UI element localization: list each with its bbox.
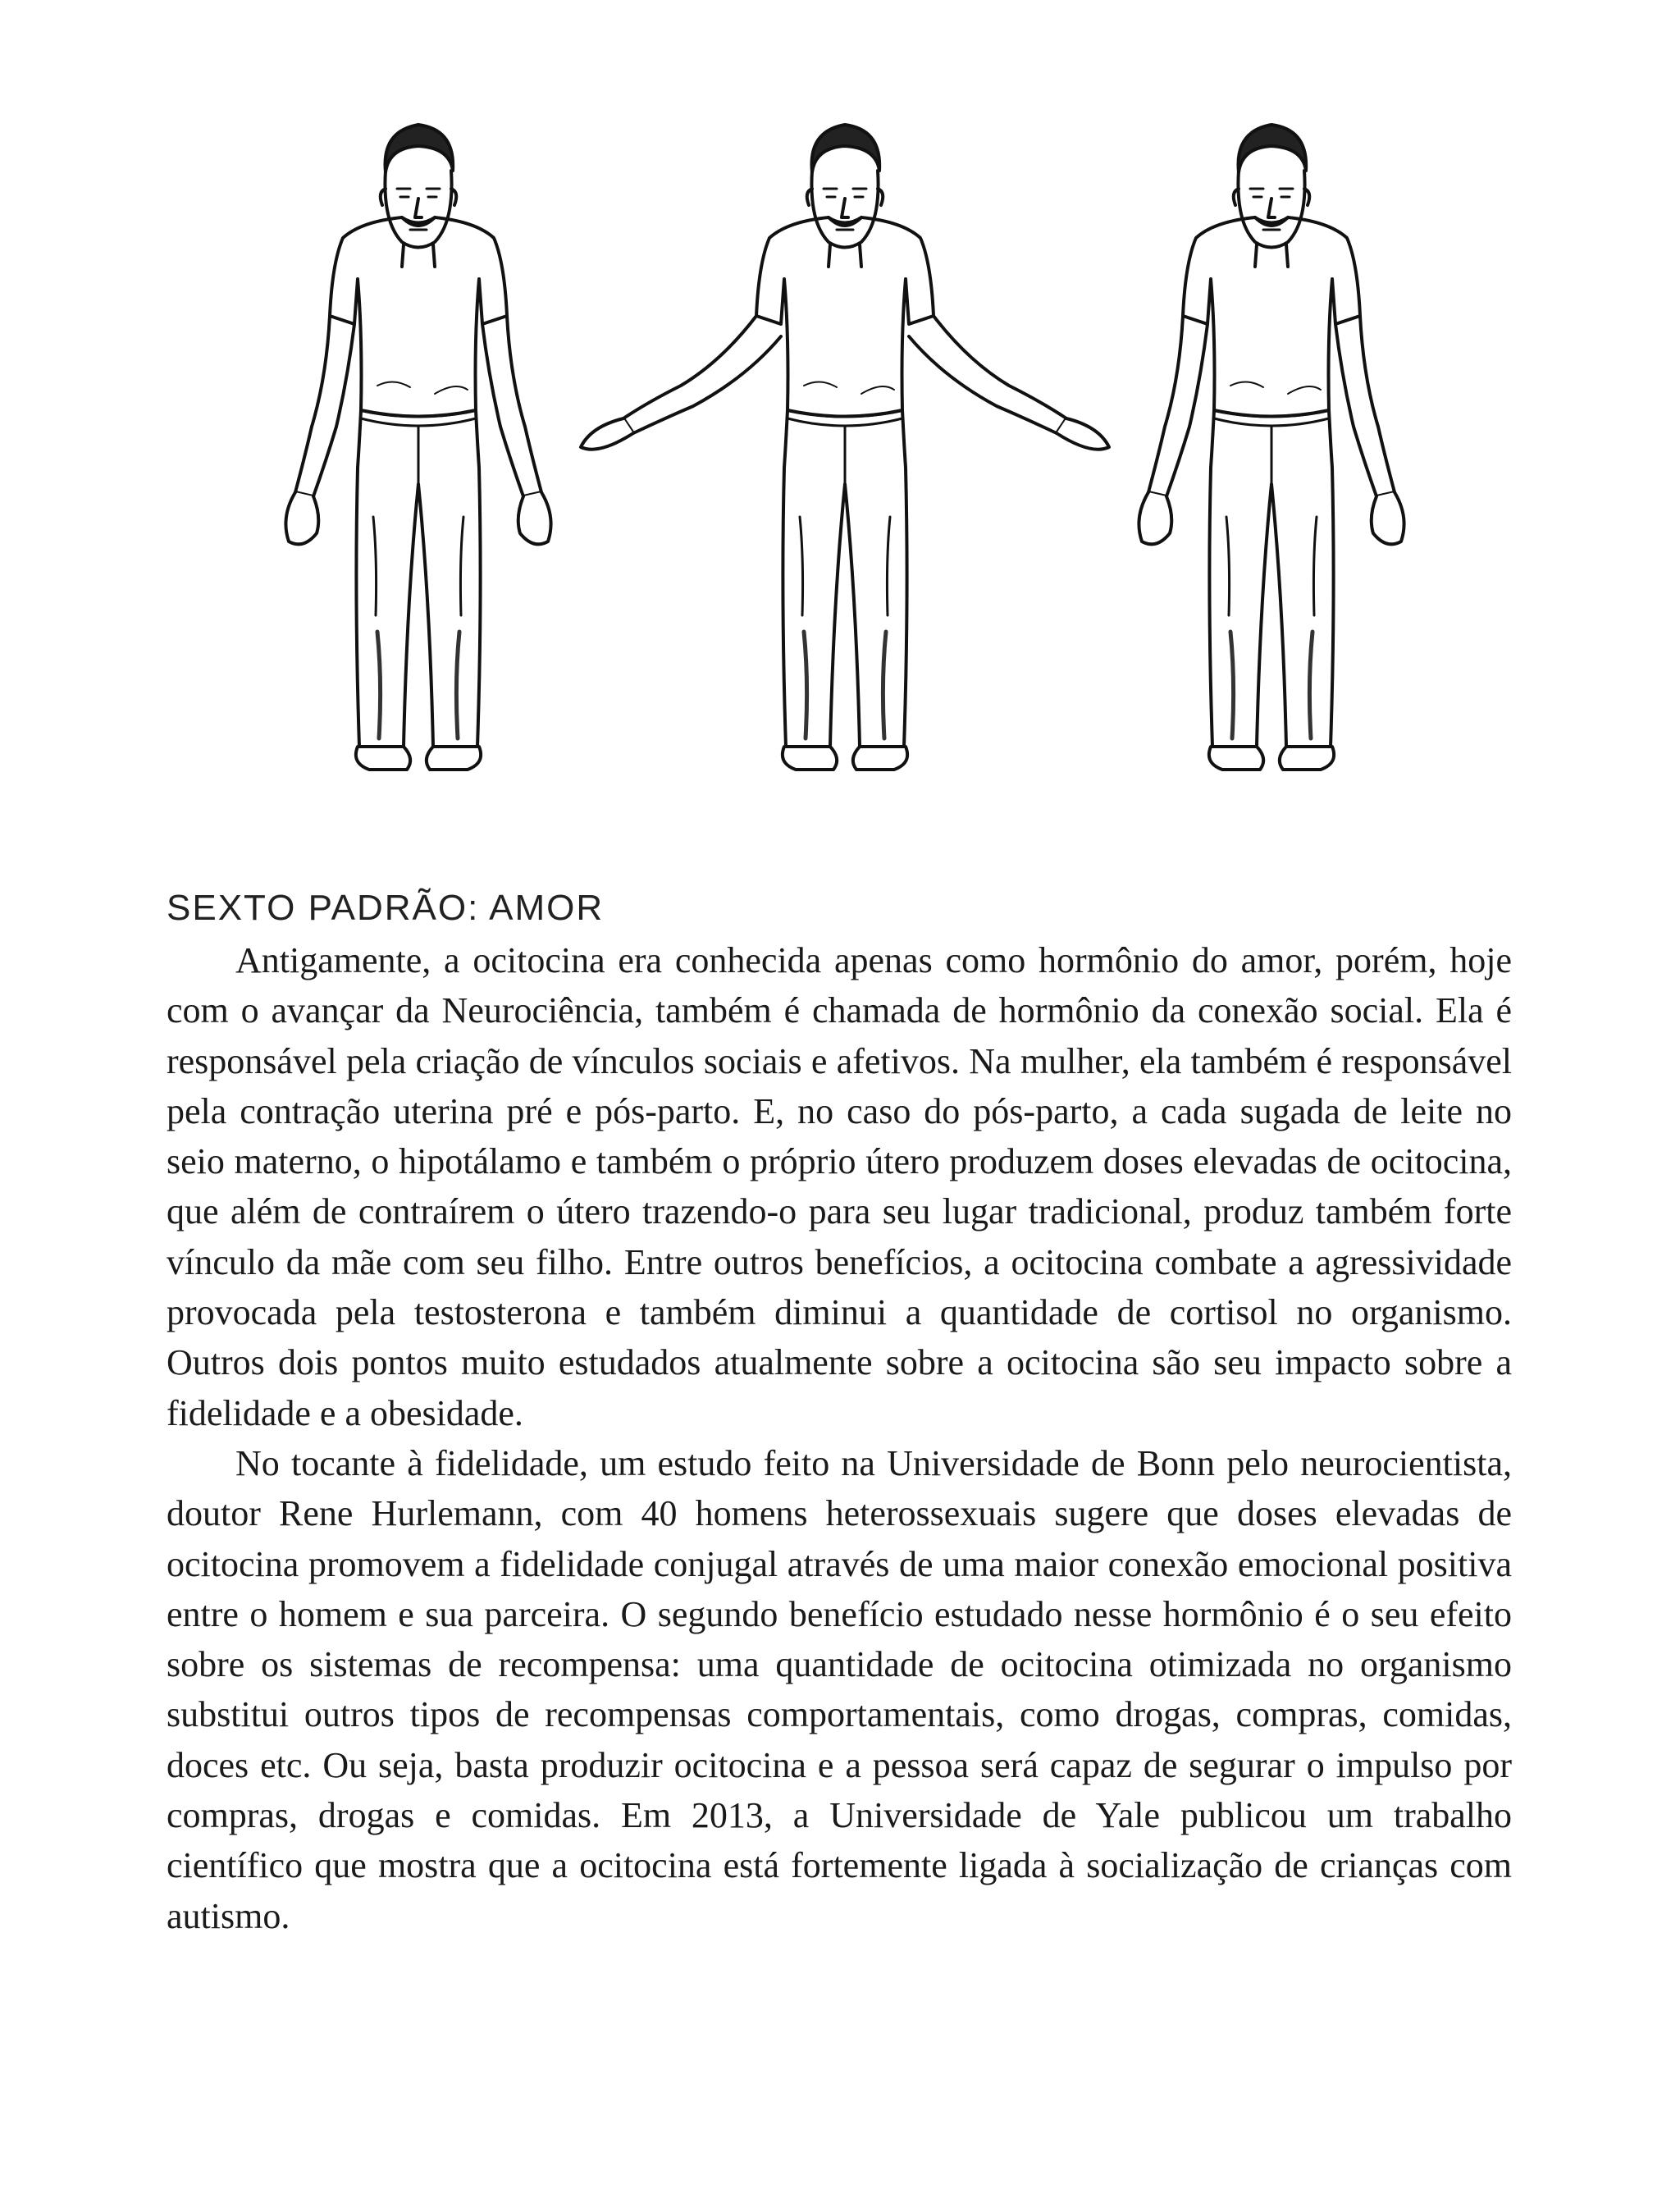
figure-left bbox=[285, 125, 550, 770]
figure-center bbox=[581, 125, 1109, 770]
section-heading: SEXTO PADRÃO: AMOR bbox=[167, 888, 605, 928]
three-figures-illustration bbox=[262, 123, 1427, 804]
paragraph-2: No tocante à fidelidade, um estudo feito na Universidade de Bonn pelo neurocientista, doutor Rene Hurlemann, com 40 homens heterossexuais sugere que doses elevadas de ocitocina promovem a fidelidade conjugal através de uma maior conexão emocional positiva entre o homem e sua parceira. O segundo benefício estudado nesse hormônio é o seu efeito sobre os sistemas de recompensa: uma quantidade de ocitocina otimizada no organismo substitui outros tipos de recompensas comportamentais, como drogas, compras, comidas, doces etc. Ou seja, basta produzir ocitocina e a pessoa será capaz de segurar o impulso por compras, drogas e comidas. Em 2013, a Universidade de Yale publicou um trabalho científico que mostra que a ocitocina está fortemente ligada à socialização de crianças com autismo. bbox=[167, 1442, 1512, 1936]
figure-right bbox=[1139, 125, 1404, 770]
paragraph-1: Antigamente, a ocitocina era conhecida apenas como hormônio do amor, porém, hoje com o avançar da Neurociência, também é chamada de hormônio da conexão social. Ela é responsável pela criação de vínculos sociais e afetivos. Na mulher, ela também é responsável pela contração uterina pré e pós-parto. E, no caso do pós-parto, a cada sugada de leite no seio materno, o hipotálamo e também o próprio útero produzem doses elevadas de ocitocina, que além de contraírem o útero trazendo-o para seu lugar tradicional, produz também forte vínculo da mãe com seu filho. Entre outros benefícios, a ocitocina combate a agressividade provocada pela testosterona e também diminui a quantidade de cortisol no organismo. Outros dois pontos muito estudados atualmente sobre a ocitocina são seu impacto sobre a fidelidade e a obesidade. bbox=[167, 940, 1512, 1433]
body-text bbox=[167, 935, 1512, 1941]
